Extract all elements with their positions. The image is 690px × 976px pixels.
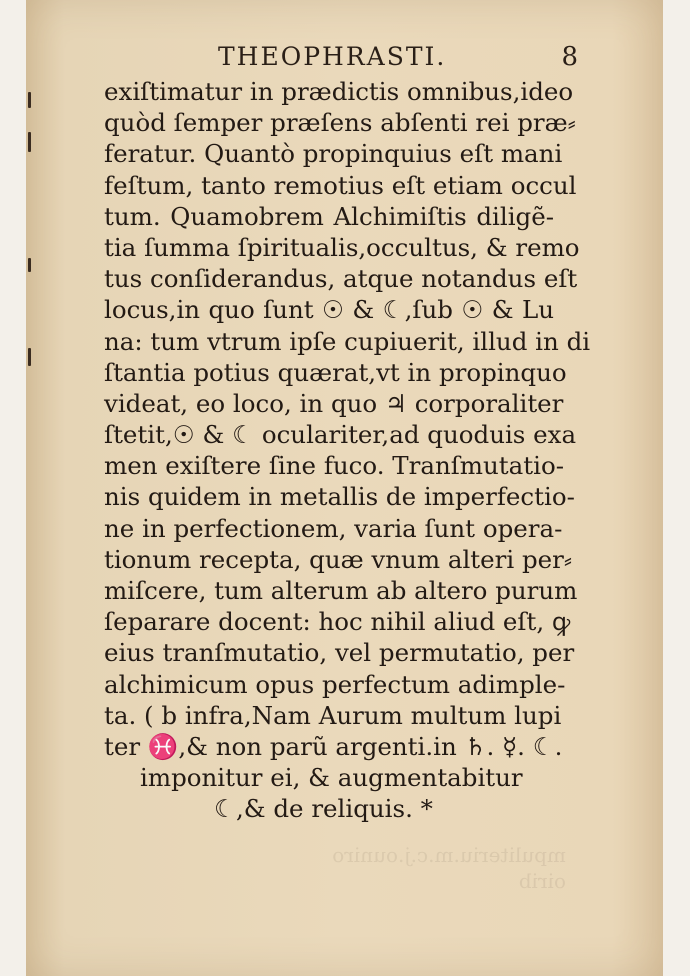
text-line: tia ſumma ſpiritualis,occultus, & remo bbox=[104, 232, 580, 262]
running-header bbox=[218, 42, 578, 78]
text-line: tus conſiderandus, atque notandus eſt bbox=[104, 264, 578, 294]
page-number: 8 bbox=[561, 42, 578, 72]
running-title: THEOPHRASTI. bbox=[218, 42, 447, 71]
text-line: feſtum, tanto remotius eſt etiam occul bbox=[104, 170, 577, 200]
text-line: tum. Quamobrem Alchimiſtis diligẽ- bbox=[104, 201, 554, 231]
show-through-line: mpuliteriu.m.c.j.ouniro bbox=[332, 843, 566, 867]
text-line: alchimicum opus perfectum adimple- bbox=[104, 669, 566, 699]
text-line: miſcere, tum alterum ab altero purum bbox=[104, 576, 578, 605]
text-line: feratur. Quantò propinquius eſt mani bbox=[104, 139, 563, 169]
binding-edge-mark bbox=[28, 258, 31, 272]
text-line: tionum recepta, quæ vnum alteri per⸗ bbox=[104, 544, 573, 574]
text-line: men exiſtere ſine fuco. Tranſmutatio- bbox=[104, 451, 564, 481]
text-line: imponitur ei, & augmentabitur bbox=[140, 763, 523, 793]
binding-edge-mark bbox=[28, 348, 31, 366]
text-line: nis quidem in metallis de imperfectio- bbox=[104, 482, 575, 512]
show-through-text bbox=[266, 842, 566, 902]
text-line: exiſtimatur in prædictis omnibus,ideo bbox=[104, 77, 574, 106]
text-line: ne in perfectionem, varia ſunt opera- bbox=[104, 513, 563, 543]
text-line: ſtantia potius quærat,vt in propinquo bbox=[104, 357, 567, 387]
text-line: na: tum vtrum ipſe cupiuerit, illud in di bbox=[104, 326, 591, 356]
show-through-line: oirib bbox=[518, 869, 566, 893]
binding-edge-mark bbox=[28, 132, 31, 152]
text-line: ſeparare docent: hoc nihil aliud eſt, ꝙ bbox=[104, 607, 571, 637]
text-line: locus,in quo ſunt ☉ & ☾,ſub ☉ & Lu bbox=[104, 295, 554, 325]
text-line: videat, eo loco, in quo ♃ corporaliter bbox=[104, 388, 564, 418]
text-line: ta. ( b infra,Nam Aurum multum lupi bbox=[104, 700, 562, 730]
body-text bbox=[104, 76, 591, 825]
text-line: eius tranſmutatio, vel permutatio, per bbox=[104, 638, 575, 668]
text-line: quòd ſemper præſens abſenti rei præ⸗ bbox=[104, 108, 576, 138]
binding-edge-mark bbox=[28, 92, 31, 108]
text-line: ☾,& de reliquis. * bbox=[214, 794, 433, 824]
text-line: ter ♓,& non parũ argenti.in ♄. ☿. ☾. bbox=[104, 731, 563, 761]
text-line: ſtetit,☉ & ☾ oculariter,ad quoduis exa bbox=[104, 420, 577, 450]
